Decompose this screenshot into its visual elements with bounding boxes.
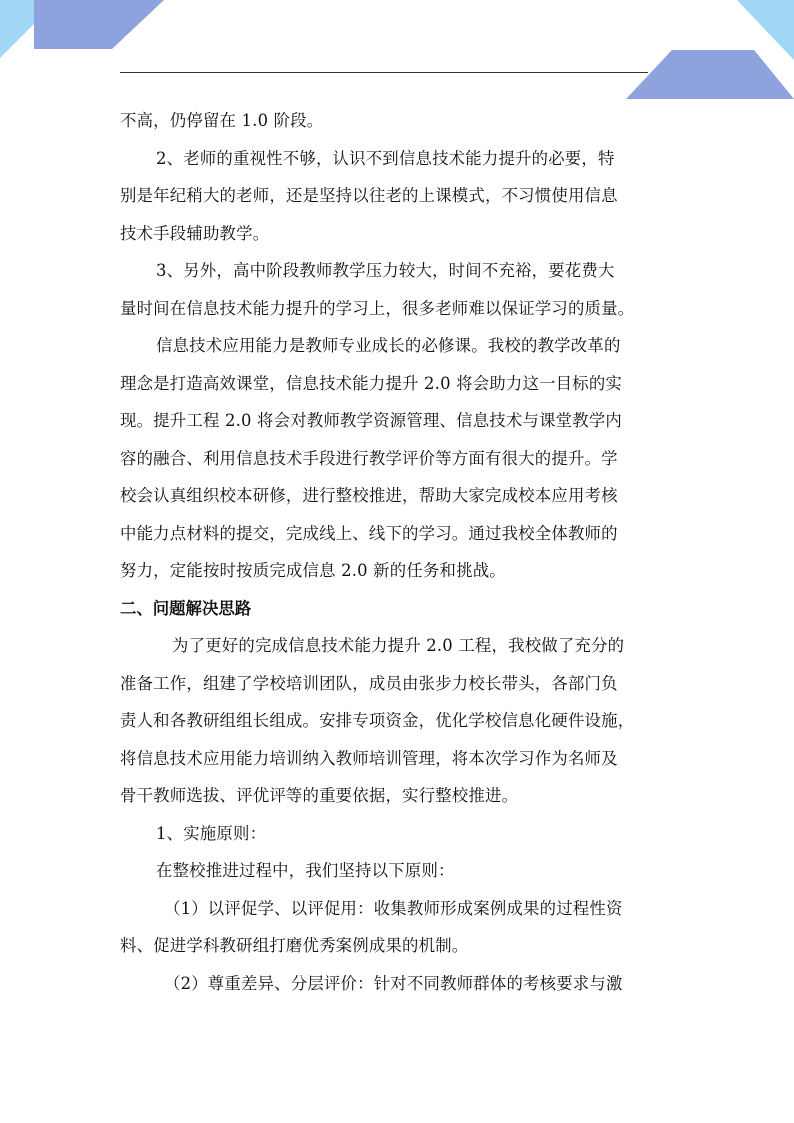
text-line: 2、老师的重视性不够，认识不到信息技术能力提升的必要，特 bbox=[156, 148, 615, 168]
text-line: 不高，仍停留在 1.0 阶段。 bbox=[120, 111, 324, 130]
paragraph-continuation bbox=[120, 102, 680, 140]
paragraph-point-3 bbox=[120, 252, 680, 327]
paragraph-principles-intro bbox=[120, 852, 680, 890]
header-rule bbox=[120, 72, 648, 73]
section-heading: 二、问题解决思路 bbox=[120, 598, 252, 618]
paragraph-summary bbox=[120, 327, 680, 590]
paragraph-principle-2 bbox=[120, 965, 680, 1003]
paragraph-principle-1 bbox=[120, 890, 680, 965]
text-line: 理念是打造高效课堂，信息技术能力提升 2.0 将会助力这一目标的实 bbox=[120, 373, 623, 393]
text-line: 为了更好的完成信息技术能力提升 2.0 工程，我校做了充分的 bbox=[172, 636, 625, 655]
paragraph-preparation bbox=[120, 627, 680, 815]
top-left-periwinkle-band bbox=[34, 0, 164, 49]
text-line: 信息技术应用能力是教师专业成长的必修课。我校的教学改革的 bbox=[156, 336, 621, 355]
text-line: 中能力点材料的提交，完成线上、线下的学习。通过我校全体教师的 bbox=[120, 523, 618, 543]
text-line: 校会认真组织校本研修，进行整校推进，帮助大家完成校本应用考核 bbox=[120, 486, 618, 505]
paragraph-point-2 bbox=[120, 140, 680, 253]
text-line: 容的融合、利用信息技术手段进行教学评价等方面有很大的提升。学 bbox=[120, 448, 618, 468]
text-line: 料、促进学科教研组打磨优秀案例成果的机制。 bbox=[120, 936, 469, 955]
text-line: （1）以评促学、以评促用：收集教师形成案例成果的过程性资 bbox=[164, 898, 623, 918]
text-line: 现。提升工程 2.0 将会对教师教学资源管理、信息技术与课堂教学内 bbox=[120, 411, 623, 430]
text-line: 将信息技术应用能力培训纳入教师培训管理，将本次学习作为名师及 bbox=[120, 748, 618, 768]
text-line: 别是年纪稍大的老师，还是坚持以往老的上课模式，不习惯使用信息 bbox=[120, 186, 618, 205]
text-line: 技术手段辅助教学。 bbox=[120, 223, 270, 243]
top-right-periwinkle-band bbox=[626, 50, 794, 99]
corner-decoration bbox=[0, 0, 794, 110]
text-line: 在整校推进过程中，我们坚持以下原则： bbox=[156, 861, 455, 880]
text-line: 1、实施原则： bbox=[156, 823, 267, 843]
text-line: 努力，定能按时按质完成信息 2.0 新的任务和挑战。 bbox=[120, 561, 506, 580]
text-line: 量时间在信息技术能力提升的学习上，很多老师难以保证学习的质量。 bbox=[120, 298, 635, 318]
document-body bbox=[120, 102, 680, 1002]
text-line: 准备工作，组建了学校培训团队，成员由张步力校长带头，各部门负 bbox=[120, 673, 618, 693]
text-line: 骨干教师选拔、评优评等的重要依据，实行整校推进。 bbox=[120, 786, 519, 805]
paragraph-principles-title bbox=[120, 815, 680, 853]
text-line: 3、另外，高中阶段教师教学压力较大，时间不充裕，要花费大 bbox=[156, 261, 615, 280]
text-line: （2）尊重差异、分层评价：针对不同教师群体的考核要求与激 bbox=[164, 973, 623, 993]
text-line: 责人和各教研组组长组成。安排专项资金，优化学校信息化硬件设施， bbox=[120, 711, 635, 730]
